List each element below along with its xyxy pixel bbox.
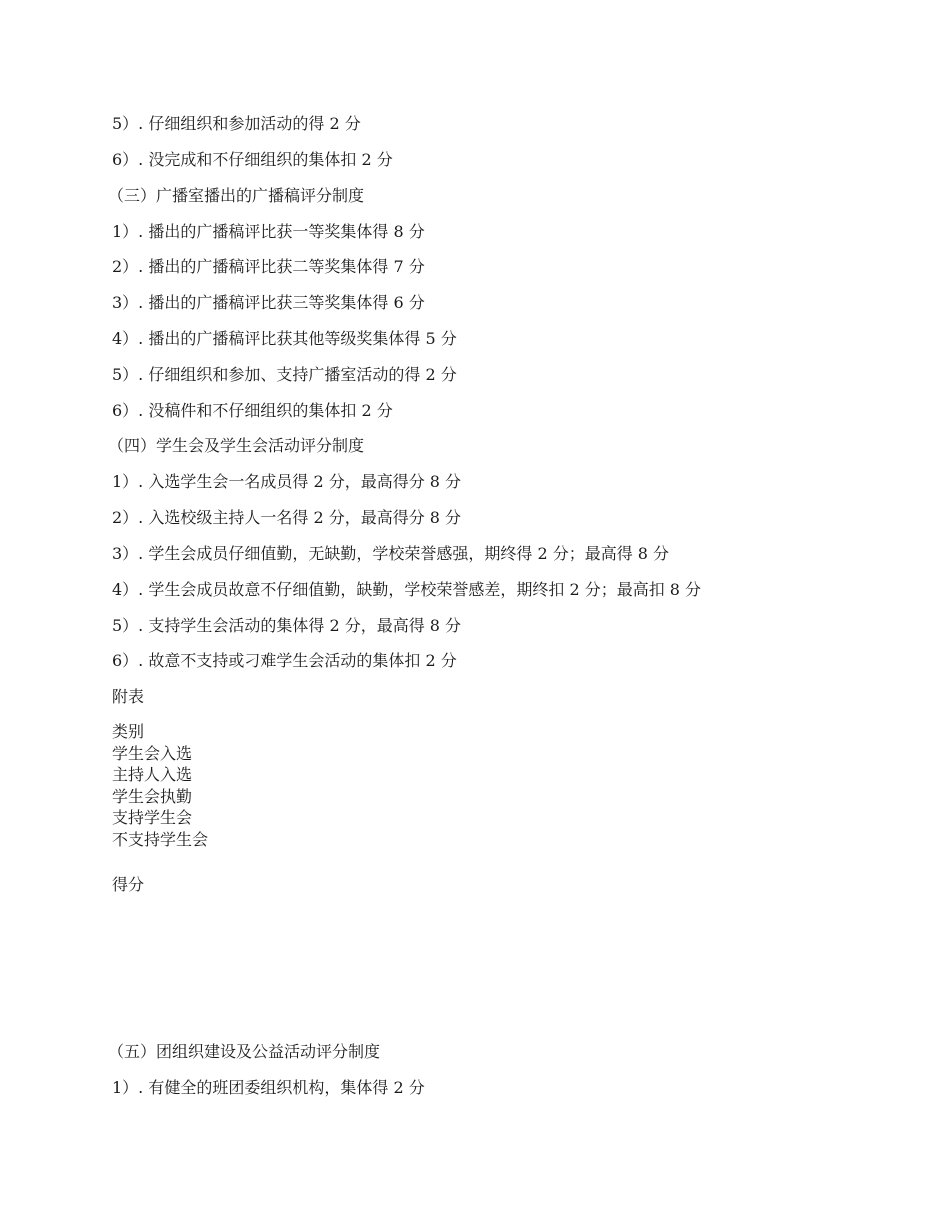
table-category-item: 学生会入选	[112, 743, 193, 763]
rule-line-6: 6）. 没稿件和不仔细组织的集体扣 2 分	[112, 401, 393, 420]
table-category-item: 支持学生会	[112, 808, 193, 827]
rule-line-2: 2）. 播出的广播稿评比获二等奖集体得 7 分	[112, 257, 425, 276]
section-heading-4: （四）学生会及学生会活动评分制度	[108, 436, 365, 455]
rule-line-2: 2）. 入选校级主持人一名得 2 分，最高得分 8 分	[112, 508, 462, 527]
rule-line-5: 5）. 仔细组织和参加活动的得 2 分	[112, 114, 361, 133]
rule-line-6: 6）. 没完成和不仔细组织的集体扣 2 分	[112, 150, 393, 169]
rule-line-3: 3）. 学生会成员仔细值勤，无缺勤，学校荣誉感强，期终得 2 分；最高得 8 分	[112, 544, 670, 563]
rule-line-5: 5）. 支持学生会活动的集体得 2 分，最高得 8 分	[112, 616, 462, 635]
rule-line-1: 1）. 播出的广播稿评比获一等奖集体得 8 分	[112, 222, 425, 241]
appendix-label: 附表	[112, 687, 145, 706]
table-category-item: 学生会执勤	[112, 786, 193, 806]
table-category-item: 不支持学生会	[112, 829, 209, 849]
rule-line-3: 3）. 播出的广播稿评比获三等奖集体得 6 分	[112, 293, 425, 312]
rule-line-4: 4）. 播出的广播稿评比获其他等级奖集体得 5 分	[112, 329, 457, 348]
rule-line-1: 1）. 入选学生会一名成员得 2 分，最高得分 8 分	[112, 472, 462, 491]
appendix-table	[112, 721, 208, 850]
table-category-item: 主持人入选	[112, 765, 193, 784]
rule-line-5: 5）. 仔细组织和参加、支持广播室活动的得 2 分	[112, 365, 457, 384]
section-heading-3: （三）广播室播出的广播稿评分制度	[108, 186, 365, 205]
section-heading-5: （五）团组织建设及公益活动评分制度	[108, 1042, 381, 1061]
table-header-category: 类别	[112, 722, 145, 741]
rule-line-1: 1）. 有健全的班团委组织机构，集体得 2 分	[112, 1078, 425, 1097]
rule-line-6: 6）. 故意不支持或刁难学生会活动的集体扣 2 分	[112, 651, 457, 670]
table-header-score: 得分	[112, 875, 145, 894]
rule-line-4: 4）. 学生会成员故意不仔细值勤，缺勤，学校荣誉感差，期终扣 2 分；最高扣 8 分	[112, 580, 702, 599]
